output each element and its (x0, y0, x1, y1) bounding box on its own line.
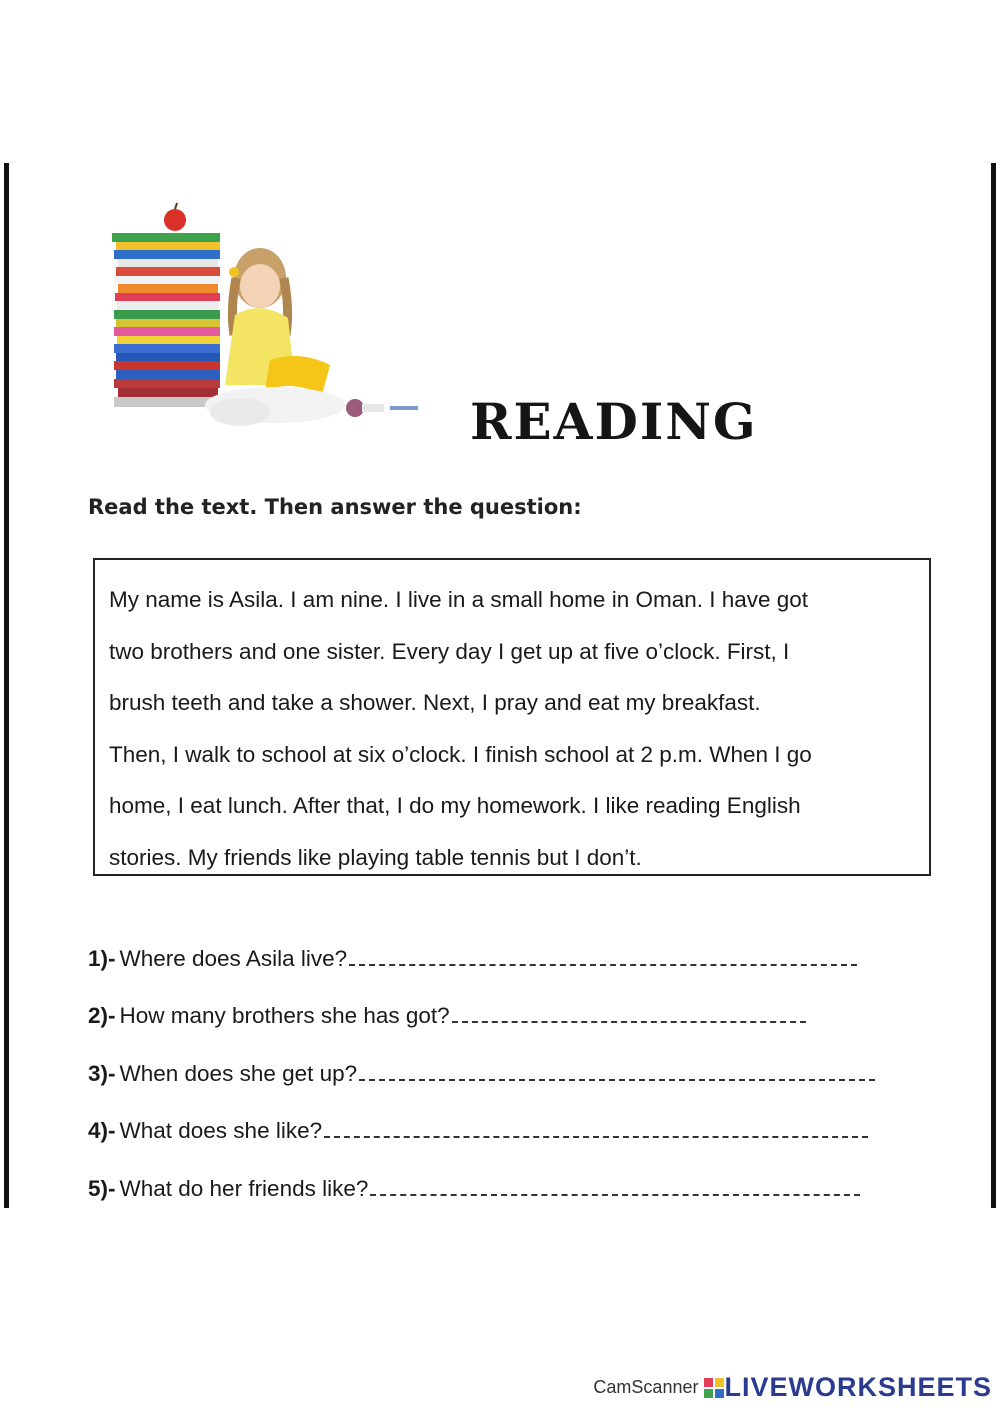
liveworksheets-logo-text: LIVEWORKSHEETS (724, 1372, 992, 1402)
passage-line: brush teeth and take a shower. Next, I pray and eat my breakfast. (109, 690, 761, 715)
question-number: 3)- (88, 1060, 116, 1086)
question-number: 2)- (88, 1003, 116, 1029)
question-number: 4)- (88, 1118, 116, 1144)
question-text: What do her friends like? (119, 1175, 369, 1201)
girl-reading-books-illustration (100, 200, 430, 450)
passage-line: stories. My friends like playing table tennis but I don’t. (109, 844, 642, 870)
answer-line-1[interactable] (349, 952, 857, 966)
passage-line: My name is Asila. I am nine. I live in a small home in Oman. I have got (109, 587, 809, 612)
camscanner-text: CamScanner (593, 1377, 699, 1397)
question-number: 5)- (88, 1175, 116, 1201)
passage-line: two brothers and one sister. Every day I get up at five o’clock. First, I (109, 638, 790, 664)
answer-line-3[interactable] (359, 1067, 875, 1081)
question-text: Where does Asila live? (119, 945, 348, 971)
question-text: What does she like? (119, 1118, 323, 1144)
question-4 (88, 1103, 875, 1161)
page-border-right (991, 163, 996, 1208)
question-text: When does she get up? (119, 1060, 358, 1086)
answer-line-4[interactable] (324, 1124, 868, 1138)
footer (593, 1372, 992, 1403)
answer-line-5[interactable] (370, 1182, 860, 1196)
question-1 (88, 930, 875, 988)
page-border-left (4, 163, 9, 1208)
question-number: 1)- (88, 945, 116, 971)
instruction-text: Read the text. Then answer the question: (88, 495, 582, 519)
question-5 (88, 1160, 875, 1218)
passage-line: Then, I walk to school at six o’clock. I finish school at 2 p.m. When I go (109, 741, 812, 767)
reading-passage-box (93, 558, 931, 876)
liveworksheets-logo-icon (704, 1378, 724, 1398)
page-title: READING (470, 392, 758, 451)
answer-line-2[interactable] (452, 1009, 806, 1023)
passage-line: home, I eat lunch. After that, I do my homework. I like reading English (109, 793, 801, 818)
question-2 (88, 988, 875, 1046)
liveworksheets-logo[interactable] (704, 1372, 992, 1403)
question-text: How many brothers she has got? (119, 1003, 450, 1029)
questions-list (88, 930, 875, 1218)
question-3 (88, 1045, 875, 1103)
